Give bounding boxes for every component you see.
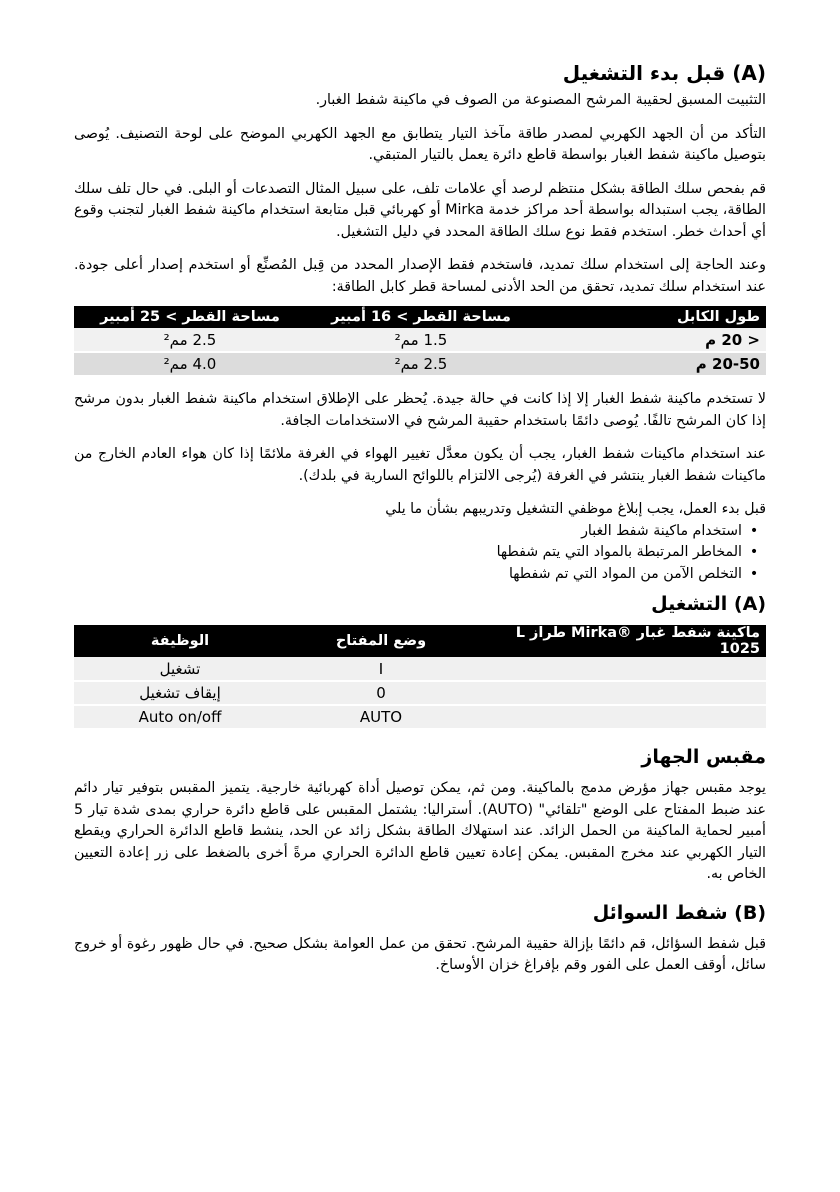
header-model: ماكينة شفط غبار ®Mirka طراز L 1025 [476,625,766,657]
paragraph-good-condition: لا تستخدم ماكينة شفط الغبار إلا إذا كانت في حالة جيدة. يُحظر على الإطلاق استخدام ماكينة شفط الغبار بدون مرشح إذا كان المرشح تالفًا. يُوصى دائمًا باستخدام حقيبة المرشح في الاستخدامات الجافة. [74,391,766,429]
paragraph-training-intro: قبل بدء العمل، يجب إبلاغ موظفي التشغيل وتدريبهم بشأن ما يلي [385,501,766,517]
paragraph-air-exchange: عند استخدام ماكينات شفط الغبار، يجب أن يكون معدَّل تغيير الهواء في الغرفة ملائمًا إذا كان هواء العادم الخارج من ماكينات شفط الغبار ينتشر في الغرفة (يُرجى الالتزام باللوائح السارية في بلدك). [74,446,766,484]
device-socket-heading: مقبس الجهاز [641,746,766,768]
table-row: I تشغيل [74,657,766,681]
before-operation-heading: (A) قبل بدء التشغيل [562,61,766,85]
paragraph-filter-bag: التثبيت المسبق لحقيبة المرشح المصنوعة من الصوف في ماكينة شفط الغبار. [315,92,766,108]
paragraph-voltage: التأكد من أن الجهد الكهربي لمصدر طاقة مآخذ التيار يتطابق مع الجهد الكهربي الموضح على لوحة التصنيف. يُوصى بتوصيل ماكينة شفط الغبار بواسطة قاطع دائرة يعمل بالتيار المتبقي. [74,125,766,163]
switch-position-table [74,625,766,730]
header-25a: مساحة القطر > 25 أمبير [74,306,306,328]
list-item: • المخاطر المرتبطة بالمواد التي يتم شفطها [74,542,766,564]
liquid-suction-heading: (B) شفط السوائل [592,901,766,924]
table-row: 20-50 م 2.5 مم² 4.0 مم² [74,352,766,376]
table-row: < 20 م 1.5 مم² 2.5 مم² [74,328,766,352]
list-item: • التخلص الآمن من المواد التي تم شفطها [74,564,766,586]
header-16a: مساحة القطر > 16 أمبير [306,306,536,328]
paragraph-device-socket: يوجد مقبس جهاز مؤرض مدمج بالماكينة. ومن ثم، يمكن توصيل أداة كهربائية خارجية. يتميز المقبس بتوفير تيار دائم عند ضبط المفتاح على الوضع "تلقائي" (AUTO). أستراليا: يشتمل المقبس على قاطع دائرة حراري بمدى شدة تيار 5 أمبير لحماية الماكينة من الحمل الزائد. عند استهلاك الطاقة بشكل زائد عن الحد، ينشط قاطع الدائرة الحراري ويقطع التيار الكهربي عند مخرج المقبس. يمكن إعادة تعيين قاطع الدائرة الحراري مرةً أخرى بالضغط على زر إعادة التعيين الخاص به. [74,780,766,882]
header-switch-position: وضع المفتاح [286,625,476,657]
paragraph-extension-cord: وعند الحاجة إلى استخدام سلك تمديد، فاستخدم فقط الإصدار المحدد من قِبل المُصنِّع أو استخدم إصدار أعلى جودة. عند استخدام سلك تمديد، تحقق من الحد الأدنى لمساحة قطر كابل الطاقة: [74,257,766,295]
table-row: AUTO Auto on/off [74,705,766,729]
cable-section-table [74,306,766,377]
training-bullet-list [74,521,766,586]
header-cable-length: طول الكابل [536,306,766,328]
paragraph-power-cord: قم بفحص سلك الطاقة بشكل منتظم لرصد أي علامات تلف، على سبيل المثال التصدعات أو البلى. في حال تلف سلك الطاقة، يجب استبداله بواسطة أحد مراكز خدمة Mirka أو كهربائي قبل متابعة استخدام ماكينة شفط الغبار لتجنب وقوع أي أحداث خطر. استخدم فقط نوع سلك الطاقة المحدد في دليل التشغيل. [74,180,766,240]
paragraph-liquid-suction: قبل شفط السؤائل، قم دائمًا بإزالة حقيبة المرشح. تحقق من عمل العوامة بشكل صحيح. في حال ظهور رغوة أو خروج سائل، أوقف العمل على الفور وقم بإفراغ خزان الأوساخ. [74,935,766,973]
operation-heading: (A) التشغيل [651,593,766,615]
table-row: 0 إيقاف تشغيل [74,681,766,705]
header-function: الوظيفة [74,625,286,657]
list-item: • استخدام ماكينة شفط الغبار [74,521,766,543]
